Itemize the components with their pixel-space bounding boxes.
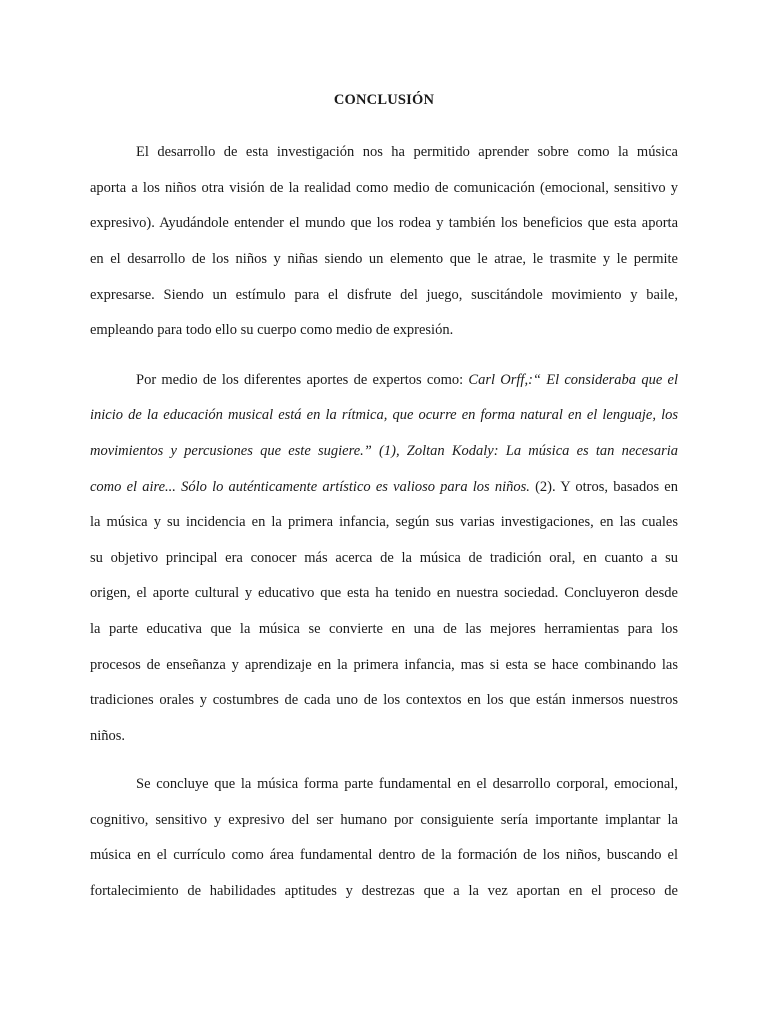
paragraph-line: tradiciones orales y costumbres de cada uno de los contextos en los que están inmersos nuestros — [90, 692, 678, 708]
quote-line: inicio de la educación musical está en la rítmica, que ocurre en forma natural en el lenguaje, los — [90, 407, 678, 423]
paragraph-text: Por medio de los diferentes aportes de expertos como: — [136, 372, 469, 388]
paragraph-line: expresarse. Siendo un estímulo para el disfrute del juego, suscitándole movimiento y baile, — [90, 287, 678, 303]
paragraph-line — [90, 477, 678, 497]
paragraph-line: aporta a los niños otra visión de la realidad como medio de comunicación (emocional, sensitivo y — [90, 180, 678, 196]
paragraph-line: expresivo). Ayudándole entender el mundo que los rodea y también los beneficios que esta aporta — [90, 215, 678, 231]
paragraph-line: en el desarrollo de los niños y niñas siendo un elemento que le atrae, le trasmite y le permite — [90, 251, 678, 267]
paragraph-line: Se concluye que la música forma parte fundamental en el desarrollo corporal, emocional, — [136, 776, 678, 792]
quote-line: movimientos y percusiones que este sugiere.” (1), Zoltan Kodaly: La música es tan necesaria — [90, 443, 678, 459]
paragraph-line — [136, 370, 678, 390]
paragraph-line: la parte educativa que la música se convierte en una de las mejores herramientas para los — [90, 621, 678, 637]
paragraph-line: El desarrollo de esta investigación nos ha permitido aprender sobre como la música — [136, 144, 678, 160]
quote-text: Carl Orff,:“ El consideraba que el — [468, 372, 678, 388]
paragraph-line: música en el currículo como área fundamental dentro de la formación de los niños, buscando el — [90, 847, 678, 863]
page-title: CONCLUSIÓN — [333, 92, 435, 108]
quote-text: como el aire... Sólo lo auténticamente artístico es valioso para los niños. — [90, 479, 530, 495]
paragraph-line: su objetivo principal era conocer más acerca de la música de tradición oral, en cuanto a su — [90, 550, 678, 566]
paragraph-line: cognitivo, sensitivo y expresivo del ser humano por consiguiente sería importante implantar la — [90, 812, 678, 828]
paragraph-line: procesos de enseñanza y aprendizaje en la primera infancia, mas si esta se hace combinando las — [90, 657, 678, 673]
paragraph-line: fortalecimiento de habilidades aptitudes y destrezas que a la vez aportan en el proceso de — [90, 883, 678, 899]
paragraph-text: (2). Y otros, basados en — [529, 479, 678, 495]
paragraph-line: la música y su incidencia en la primera infancia, según sus varias investigaciones, en las cuales — [90, 514, 678, 530]
paragraph-line: empleando para todo ello su cuerpo como medio de expresión. — [90, 322, 454, 338]
paragraph-line: niños. — [90, 728, 126, 744]
paragraph-line: origen, el aporte cultural y educativo que esta ha tenido en nuestra sociedad. Concluyeron desde — [90, 585, 678, 601]
